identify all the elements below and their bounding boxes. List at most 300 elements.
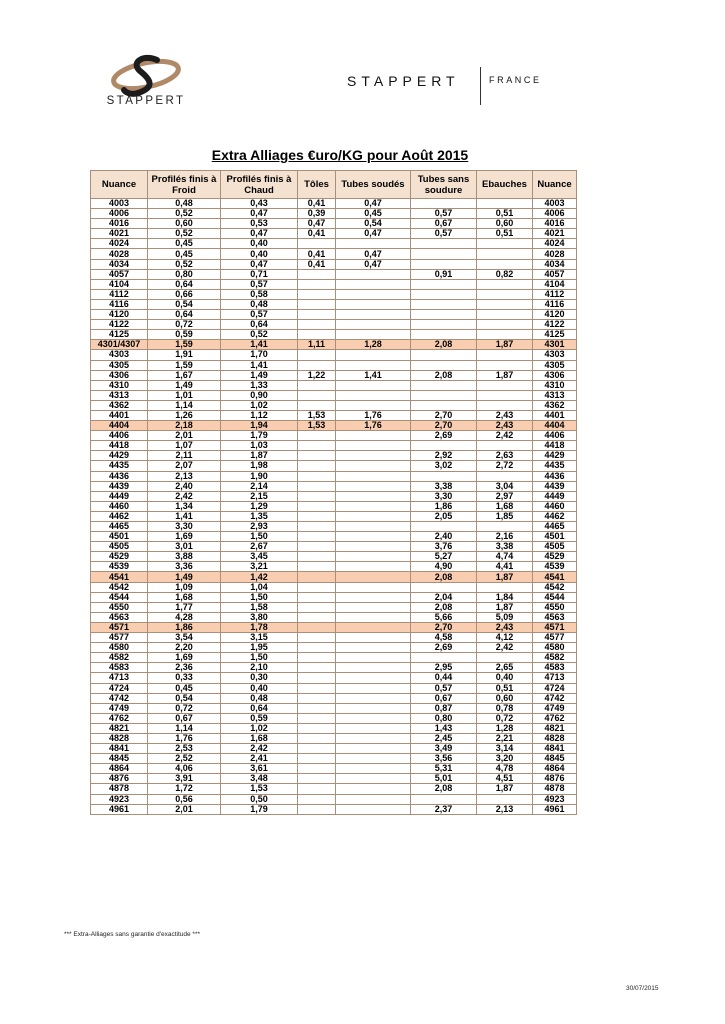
cell-profiles-froid: 2,52: [148, 754, 221, 764]
cell-toles: [298, 360, 336, 370]
cell-tubes-sans-soudure: 0,91: [411, 269, 477, 279]
cell-tubes-soudes: [336, 703, 411, 713]
table-row: [91, 622, 577, 632]
cell-tubes-sans-soudure: 5,66: [411, 612, 477, 622]
cell-tubes-soudes: 0,47: [336, 229, 411, 239]
cell-profiles-froid: 3,30: [148, 522, 221, 532]
cell-tubes-soudes: [336, 754, 411, 764]
table-row: [91, 612, 577, 622]
cell-nuance: 4016: [91, 219, 148, 229]
cell-ebauches: 2,43: [477, 410, 533, 420]
cell-tubes-soudes: [336, 733, 411, 743]
cell-ebauches: 4,51: [477, 774, 533, 784]
cell-ebauches: [477, 259, 533, 269]
cell-nuance-right: 4582: [533, 653, 577, 663]
cell-profiles-froid: 1,49: [148, 380, 221, 390]
cell-toles: [298, 279, 336, 289]
cell-nuance: 4749: [91, 703, 148, 713]
cell-profiles-chaud: 0,64: [221, 320, 298, 330]
cell-nuance: 4876: [91, 774, 148, 784]
table-row: [91, 663, 577, 673]
cell-nuance-right: 4418: [533, 441, 577, 451]
cell-profiles-froid: 1,49: [148, 572, 221, 582]
cell-nuance-right: 4841: [533, 744, 577, 754]
cell-tubes-soudes: [336, 239, 411, 249]
table-row: [91, 703, 577, 713]
cell-tubes-sans-soudure: 2,45: [411, 733, 477, 743]
cell-profiles-chaud: 1,78: [221, 622, 298, 632]
cell-tubes-soudes: [336, 441, 411, 451]
cell-profiles-chaud: 2,42: [221, 744, 298, 754]
cell-tubes-soudes: [336, 653, 411, 663]
cell-ebauches: [477, 199, 533, 209]
cell-profiles-chaud: 0,48: [221, 299, 298, 309]
cell-tubes-soudes: [336, 350, 411, 360]
cell-ebauches: [477, 471, 533, 481]
cell-ebauches: [477, 441, 533, 451]
table-row: [91, 673, 577, 683]
cell-profiles-froid: 2,11: [148, 451, 221, 461]
table-row: [91, 592, 577, 602]
cell-profiles-froid: 3,01: [148, 542, 221, 552]
cell-ebauches: [477, 279, 533, 289]
cell-tubes-soudes: [336, 562, 411, 572]
cell-profiles-chaud: 2,15: [221, 491, 298, 501]
cell-profiles-chaud: 1,94: [221, 421, 298, 431]
cell-nuance: 4828: [91, 733, 148, 743]
cell-toles: [298, 663, 336, 673]
cell-tubes-soudes: [336, 522, 411, 532]
table-row: [91, 602, 577, 612]
cell-profiles-chaud: 1,02: [221, 723, 298, 733]
cell-profiles-froid: 2,01: [148, 431, 221, 441]
cell-profiles-chaud: 0,43: [221, 199, 298, 209]
cell-nuance: 4580: [91, 643, 148, 653]
cell-ebauches: 2,97: [477, 491, 533, 501]
cell-tubes-soudes: [336, 612, 411, 622]
table-row: [91, 229, 577, 239]
cell-ebauches: 1,84: [477, 592, 533, 602]
cell-profiles-chaud: 1,95: [221, 643, 298, 653]
cell-nuance-right: 4449: [533, 491, 577, 501]
cell-nuance: 4462: [91, 511, 148, 521]
cell-tubes-sans-soudure: 2,70: [411, 410, 477, 420]
cell-ebauches: 3,04: [477, 481, 533, 491]
cell-toles: [298, 764, 336, 774]
cell-toles: 1,53: [298, 410, 336, 420]
cell-tubes-soudes: [336, 643, 411, 653]
cell-ebauches: 0,60: [477, 219, 533, 229]
cell-nuance-right: 4742: [533, 693, 577, 703]
cell-nuance: 4582: [91, 653, 148, 663]
cell-toles: [298, 501, 336, 511]
cell-ebauches: 2,72: [477, 461, 533, 471]
cell-profiles-chaud: 1,50: [221, 653, 298, 663]
cell-ebauches: 4,12: [477, 633, 533, 643]
table-row: [91, 299, 577, 309]
cell-profiles-froid: 1,26: [148, 410, 221, 420]
stappert-logo-icon: [110, 52, 182, 98]
cell-tubes-sans-soudure: 3,49: [411, 744, 477, 754]
cell-nuance: 4301/4307: [91, 340, 148, 350]
cell-ebauches: [477, 360, 533, 370]
cell-tubes-soudes: [336, 532, 411, 542]
cell-profiles-chaud: 2,10: [221, 663, 298, 673]
cell-tubes-soudes: [336, 511, 411, 521]
disclaimer-footnote: *** Extra-Alliages sans garantie d'exactitude ***: [64, 931, 201, 938]
cell-nuance-right: 4310: [533, 380, 577, 390]
cell-tubes-soudes: 0,47: [336, 249, 411, 259]
cell-profiles-chaud: 0,64: [221, 703, 298, 713]
cell-nuance-right: 4580: [533, 643, 577, 653]
cell-tubes-soudes: 0,47: [336, 199, 411, 209]
table-row: [91, 370, 577, 380]
table-row: [91, 390, 577, 400]
table-row: [91, 199, 577, 209]
cell-profiles-chaud: 2,67: [221, 542, 298, 552]
cell-tubes-sans-soudure: 2,92: [411, 451, 477, 461]
cell-profiles-froid: 0,54: [148, 299, 221, 309]
cell-nuance-right: 4462: [533, 511, 577, 521]
cell-nuance: 4362: [91, 400, 148, 410]
cell-profiles-chaud: 0,59: [221, 713, 298, 723]
cell-nuance: 4003: [91, 199, 148, 209]
cell-profiles-froid: 1,34: [148, 501, 221, 511]
cell-profiles-chaud: 1,70: [221, 350, 298, 360]
cell-profiles-froid: 0,64: [148, 310, 221, 320]
cell-tubes-sans-soudure: [411, 259, 477, 269]
cell-tubes-soudes: [336, 794, 411, 804]
cell-toles: [298, 471, 336, 481]
cell-profiles-chaud: 3,80: [221, 612, 298, 622]
table-row: [91, 310, 577, 320]
cell-nuance: 4418: [91, 441, 148, 451]
table-row: [91, 330, 577, 340]
cell-tubes-soudes: [336, 723, 411, 733]
cell-tubes-sans-soudure: [411, 279, 477, 289]
cell-nuance-right: 4435: [533, 461, 577, 471]
table-row: [91, 794, 577, 804]
cell-nuance: 4429: [91, 451, 148, 461]
cell-ebauches: 3,14: [477, 744, 533, 754]
col-header-toles: Tôles: [298, 171, 336, 199]
cell-tubes-soudes: [336, 310, 411, 320]
cell-toles: [298, 400, 336, 410]
cell-nuance: 4006: [91, 209, 148, 219]
cell-nuance-right: 4571: [533, 622, 577, 632]
cell-toles: 0,39: [298, 209, 336, 219]
cell-nuance: 4112: [91, 289, 148, 299]
table-row: [91, 542, 577, 552]
cell-tubes-sans-soudure: [411, 249, 477, 259]
cell-tubes-sans-soudure: [411, 199, 477, 209]
col-header-nuance-right: Nuance: [533, 171, 577, 199]
cell-toles: [298, 733, 336, 743]
cell-profiles-chaud: 0,90: [221, 390, 298, 400]
cell-nuance-right: 4401: [533, 410, 577, 420]
cell-tubes-soudes: [336, 542, 411, 552]
cell-nuance-right: 4057: [533, 269, 577, 279]
cell-tubes-soudes: [336, 744, 411, 754]
cell-tubes-sans-soudure: 2,95: [411, 663, 477, 673]
cell-nuance-right: 4429: [533, 451, 577, 461]
cell-toles: [298, 703, 336, 713]
cell-toles: [298, 390, 336, 400]
cell-ebauches: [477, 239, 533, 249]
cell-nuance: 4742: [91, 693, 148, 703]
cell-tubes-soudes: [336, 289, 411, 299]
cell-tubes-sans-soudure: [411, 522, 477, 532]
cell-toles: [298, 784, 336, 794]
cell-nuance-right: 4550: [533, 602, 577, 612]
cell-profiles-froid: 3,36: [148, 562, 221, 572]
cell-tubes-soudes: [336, 673, 411, 683]
cell-nuance-right: 4961: [533, 804, 577, 814]
cell-profiles-froid: 1,41: [148, 511, 221, 521]
cell-tubes-sans-soudure: 0,67: [411, 693, 477, 703]
cell-tubes-sans-soudure: [411, 653, 477, 663]
cell-ebauches: 2,43: [477, 421, 533, 431]
brand-country: FRANCE: [489, 75, 542, 85]
cell-nuance: 4104: [91, 279, 148, 289]
cell-profiles-chaud: 1,02: [221, 400, 298, 410]
cell-toles: [298, 683, 336, 693]
cell-profiles-chaud: 2,93: [221, 522, 298, 532]
cell-toles: 0,41: [298, 259, 336, 269]
cell-profiles-froid: 1,91: [148, 350, 221, 360]
cell-profiles-chaud: 1,49: [221, 370, 298, 380]
cell-tubes-sans-soudure: 4,90: [411, 562, 477, 572]
cell-nuance-right: 4923: [533, 794, 577, 804]
cell-tubes-sans-soudure: 4,58: [411, 633, 477, 643]
cell-nuance-right: 4016: [533, 219, 577, 229]
cell-tubes-sans-soudure: [411, 310, 477, 320]
cell-ebauches: 0,51: [477, 209, 533, 219]
cell-tubes-sans-soudure: 2,08: [411, 340, 477, 350]
table-row: [91, 713, 577, 723]
cell-ebauches: [477, 249, 533, 259]
cell-profiles-froid: 0,52: [148, 259, 221, 269]
cell-profiles-froid: 4,28: [148, 612, 221, 622]
cell-nuance: 4583: [91, 663, 148, 673]
col-header-tubes-soudes: Tubes soudés: [336, 171, 411, 199]
cell-nuance-right: 4828: [533, 733, 577, 743]
cell-tubes-sans-soudure: 3,56: [411, 754, 477, 764]
table-row: [91, 219, 577, 229]
cell-tubes-sans-soudure: 3,02: [411, 461, 477, 471]
cell-nuance-right: 4125: [533, 330, 577, 340]
cell-ebauches: 3,38: [477, 542, 533, 552]
cell-ebauches: 2,42: [477, 431, 533, 441]
cell-profiles-chaud: 0,48: [221, 693, 298, 703]
cell-ebauches: 4,41: [477, 562, 533, 572]
cell-profiles-froid: 2,20: [148, 643, 221, 653]
cell-nuance: 4305: [91, 360, 148, 370]
cell-tubes-sans-soudure: [411, 380, 477, 390]
cell-nuance: 4550: [91, 602, 148, 612]
table-row: [91, 451, 577, 461]
cell-nuance-right: 4577: [533, 633, 577, 643]
cell-profiles-froid: 0,59: [148, 330, 221, 340]
cell-toles: [298, 380, 336, 390]
cell-profiles-chaud: 0,47: [221, 259, 298, 269]
cell-tubes-soudes: [336, 299, 411, 309]
cell-tubes-sans-soudure: 3,30: [411, 491, 477, 501]
cell-ebauches: 2,65: [477, 663, 533, 673]
cell-tubes-soudes: [336, 693, 411, 703]
cell-ebauches: 0,51: [477, 229, 533, 239]
table-row: [91, 522, 577, 532]
cell-profiles-froid: 1,59: [148, 360, 221, 370]
cell-nuance-right: 4306: [533, 370, 577, 380]
cell-ebauches: 0,72: [477, 713, 533, 723]
cell-tubes-sans-soudure: 2,70: [411, 622, 477, 632]
cell-profiles-froid: 2,40: [148, 481, 221, 491]
cell-tubes-sans-soudure: 0,57: [411, 683, 477, 693]
cell-profiles-froid: 0,66: [148, 289, 221, 299]
cell-profiles-froid: 1,67: [148, 370, 221, 380]
table-row: [91, 360, 577, 370]
table-row: [91, 582, 577, 592]
cell-ebauches: 0,51: [477, 683, 533, 693]
table-row: [91, 501, 577, 511]
cell-tubes-sans-soudure: [411, 441, 477, 451]
cell-tubes-sans-soudure: [411, 471, 477, 481]
cell-tubes-sans-soudure: 3,76: [411, 542, 477, 552]
table-row: [91, 562, 577, 572]
cell-profiles-chaud: 0,53: [221, 219, 298, 229]
cell-nuance: 4404: [91, 421, 148, 431]
cell-profiles-chaud: 0,52: [221, 330, 298, 340]
cell-nuance-right: 4878: [533, 784, 577, 794]
cell-nuance: 4762: [91, 713, 148, 723]
cell-tubes-soudes: [336, 320, 411, 330]
cell-tubes-soudes: 0,45: [336, 209, 411, 219]
cell-profiles-chaud: 0,47: [221, 229, 298, 239]
cell-tubes-sans-soudure: 2,08: [411, 572, 477, 582]
cell-toles: 0,47: [298, 219, 336, 229]
cell-profiles-froid: 1,59: [148, 340, 221, 350]
cell-profiles-chaud: 0,40: [221, 683, 298, 693]
col-header-nuance: Nuance: [91, 171, 148, 199]
cell-nuance-right: 4024: [533, 239, 577, 249]
cell-profiles-froid: 0,67: [148, 713, 221, 723]
cell-tubes-sans-soudure: 1,86: [411, 501, 477, 511]
cell-tubes-soudes: [336, 380, 411, 390]
cell-nuance: 4435: [91, 461, 148, 471]
cell-nuance-right: 4028: [533, 249, 577, 259]
cell-ebauches: [477, 350, 533, 360]
cell-toles: [298, 582, 336, 592]
cell-tubes-soudes: [336, 330, 411, 340]
cell-nuance-right: 4301: [533, 340, 577, 350]
cell-tubes-sans-soudure: [411, 350, 477, 360]
cell-ebauches: 1,68: [477, 501, 533, 511]
table-row: [91, 279, 577, 289]
cell-ebauches: 1,85: [477, 511, 533, 521]
cell-ebauches: 0,40: [477, 673, 533, 683]
cell-profiles-chaud: 2,14: [221, 481, 298, 491]
col-header-profiles-chaud: Profilés finis à Chaud: [221, 171, 298, 199]
cell-profiles-froid: 1,09: [148, 582, 221, 592]
cell-profiles-froid: 4,06: [148, 764, 221, 774]
cell-tubes-sans-soudure: 0,44: [411, 673, 477, 683]
table-row: [91, 249, 577, 259]
cell-profiles-chaud: 0,40: [221, 249, 298, 259]
cell-nuance: 4310: [91, 380, 148, 390]
cell-toles: [298, 744, 336, 754]
cell-toles: [298, 723, 336, 733]
cell-profiles-froid: 1,07: [148, 441, 221, 451]
cell-nuance-right: 4713: [533, 673, 577, 683]
cell-nuance-right: 4505: [533, 542, 577, 552]
cell-profiles-froid: 0,60: [148, 219, 221, 229]
cell-tubes-soudes: [336, 390, 411, 400]
cell-ebauches: [477, 653, 533, 663]
cell-tubes-sans-soudure: [411, 794, 477, 804]
cell-toles: [298, 330, 336, 340]
cell-nuance: 4122: [91, 320, 148, 330]
cell-ebauches: [477, 390, 533, 400]
cell-nuance: 4713: [91, 673, 148, 683]
cell-profiles-chaud: 1,50: [221, 592, 298, 602]
cell-tubes-soudes: 1,76: [336, 410, 411, 420]
table-row: [91, 491, 577, 501]
cell-tubes-soudes: [336, 481, 411, 491]
cell-tubes-soudes: [336, 592, 411, 602]
cell-profiles-froid: 0,64: [148, 279, 221, 289]
cell-nuance-right: 4563: [533, 612, 577, 622]
cell-ebauches: [477, 400, 533, 410]
cell-profiles-froid: 2,13: [148, 471, 221, 481]
cell-profiles-chaud: 0,57: [221, 279, 298, 289]
cell-profiles-froid: 0,72: [148, 703, 221, 713]
cell-nuance: 4821: [91, 723, 148, 733]
cell-nuance-right: 4501: [533, 532, 577, 542]
cell-tubes-sans-soudure: 1,43: [411, 723, 477, 733]
cell-profiles-chaud: 1,41: [221, 340, 298, 350]
cell-tubes-soudes: [336, 491, 411, 501]
cell-nuance-right: 4006: [533, 209, 577, 219]
table-row: [91, 764, 577, 774]
cell-toles: [298, 350, 336, 360]
cell-tubes-sans-soudure: [411, 330, 477, 340]
price-table: [90, 170, 577, 815]
cell-tubes-soudes: [336, 552, 411, 562]
cell-ebauches: 2,63: [477, 451, 533, 461]
cell-tubes-sans-soudure: [411, 390, 477, 400]
cell-profiles-froid: 2,18: [148, 421, 221, 431]
cell-toles: [298, 602, 336, 612]
cell-nuance: 4313: [91, 390, 148, 400]
cell-tubes-soudes: [336, 471, 411, 481]
cell-profiles-froid: 2,53: [148, 744, 221, 754]
cell-nuance: 4878: [91, 784, 148, 794]
cell-profiles-froid: 0,45: [148, 683, 221, 693]
cell-ebauches: 2,13: [477, 804, 533, 814]
cell-tubes-sans-soudure: 5,01: [411, 774, 477, 784]
cell-toles: [298, 320, 336, 330]
cell-nuance: 4577: [91, 633, 148, 643]
cell-nuance-right: 4003: [533, 199, 577, 209]
cell-nuance: 4120: [91, 310, 148, 320]
table-row: [91, 481, 577, 491]
table-row: [91, 784, 577, 794]
cell-nuance-right: 4465: [533, 522, 577, 532]
cell-nuance: 4541: [91, 572, 148, 582]
cell-tubes-sans-soudure: 2,08: [411, 602, 477, 612]
cell-toles: [298, 673, 336, 683]
